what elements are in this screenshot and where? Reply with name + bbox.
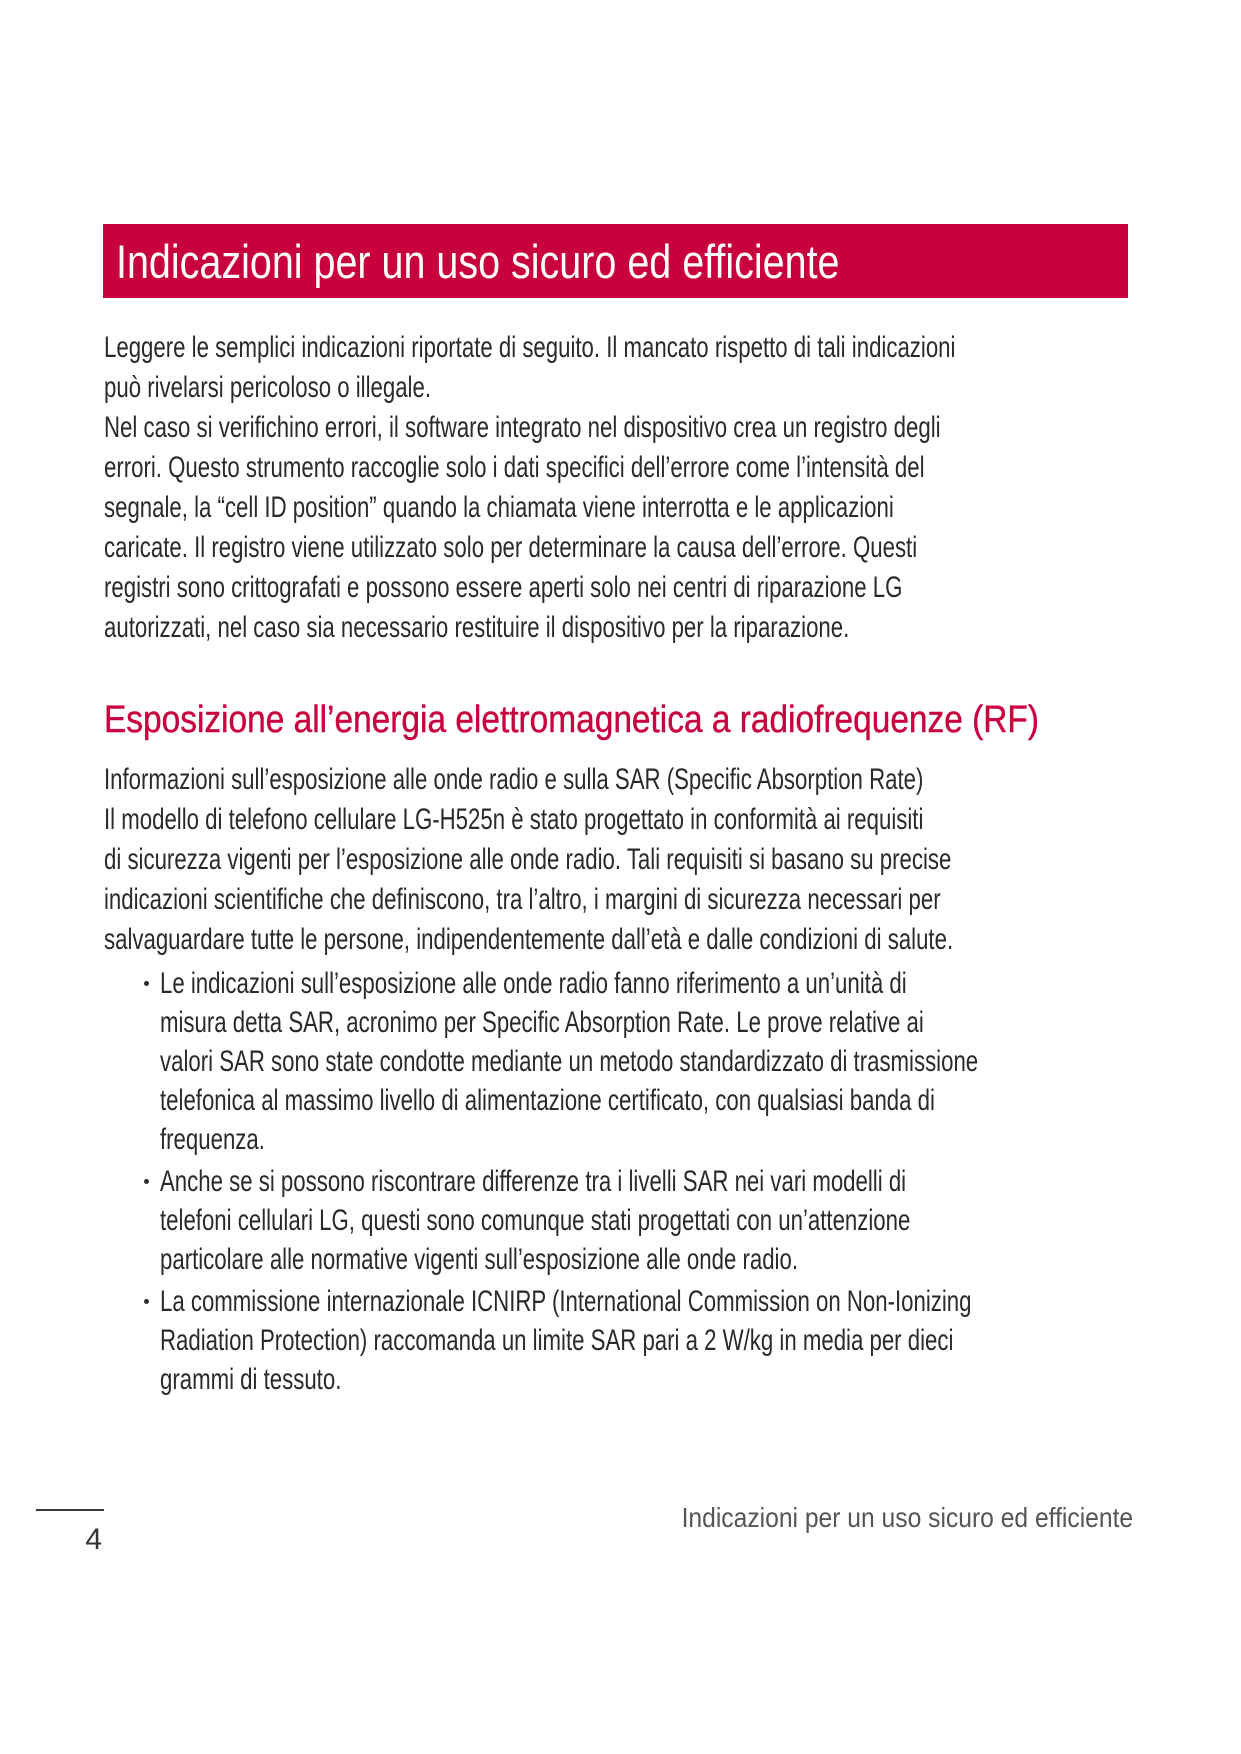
intro-line [104, 328, 1128, 368]
bullet-line [160, 1003, 1128, 1042]
section-line [104, 880, 1128, 920]
bullet-line-text: grammi di tessuto. [160, 1363, 342, 1396]
bullet-item [104, 1162, 1128, 1279]
intro-line [104, 488, 1128, 528]
intro-line [104, 528, 1128, 568]
section-heading-text: Esposizione all’energia elettromagnetica a radiofrequenze (RF) [104, 699, 1039, 741]
intro-paragraph [104, 328, 1128, 648]
bullet-line [160, 1042, 1128, 1081]
bullet-line-text: Anche se si possono riscontrare differenze tra i livelli SAR nei vari modelli di [160, 1165, 907, 1198]
bullet-marker [144, 1179, 149, 1184]
page-title: Indicazioni per un uso sicuro ed efficiente [116, 235, 840, 288]
bullet-line [160, 964, 1128, 1003]
bullet-line-text: Le indicazioni sull’esposizione alle onde radio fanno riferimento a un’unità di [160, 967, 907, 1000]
intro-line-text: può rivelarsi pericoloso o illegale. [104, 371, 432, 404]
bullet-item [104, 1282, 1128, 1399]
bullet-list [104, 964, 1128, 1402]
bullet-line-text: telefoni cellulari LG, questi sono comunque stati progettati con un’attenzione [160, 1204, 911, 1237]
title-banner [103, 224, 1128, 298]
bullet-item [104, 964, 1128, 1159]
bullet-line [160, 1162, 1128, 1201]
intro-line-text: Leggere le semplici indicazioni riportate di seguito. Il mancato rispetto di tali indicazioni [104, 331, 956, 364]
bullet-line-text: valori SAR sono state condotte mediante un metodo standardizzato di trasmissione [160, 1045, 979, 1078]
section-line-text: salvaguardare tutte le persone, indipendentemente dall’età e dalle condizioni di salute. [104, 923, 954, 956]
page-number: 4 [85, 1523, 102, 1556]
bullet-line-text: misura detta SAR, acronimo per Specific Absorption Rate. Le prove relative ai [160, 1006, 924, 1039]
bullet-line-text: particolare alle normative vigenti sull’esposizione alle onde radio. [160, 1243, 798, 1276]
section-line-text: Il modello di telefono cellulare LG-H525n è stato progettato in conformità ai requisiti [104, 803, 924, 836]
intro-line-text: Nel caso si verifichino errori, il software integrato nel dispositivo crea un registro degli [104, 411, 941, 444]
section-line [104, 800, 1128, 840]
bullet-line-text: telefonica al massimo livello di alimentazione certificato, con qualsiasi banda di [160, 1084, 935, 1117]
section-line [104, 760, 1128, 800]
section-heading [104, 697, 1128, 743]
bullet-line-text: La commissione internazionale ICNIRP (International Commission on Non-Ionizing [160, 1285, 972, 1318]
bullet-line [160, 1081, 1128, 1120]
intro-line [104, 568, 1128, 608]
intro-line [104, 608, 1128, 648]
intro-line-text: segnale, la “cell ID position” quando la chiamata viene interrotta e le applicazioni [104, 491, 894, 524]
intro-line-text: errori. Questo strumento raccoglie solo i dati specifici dell’errore come l’intensità del [104, 451, 925, 484]
intro-line [104, 408, 1128, 448]
bullet-line [160, 1240, 1128, 1279]
intro-line [104, 368, 1128, 408]
footer-rule [36, 1509, 104, 1511]
bullet-line [160, 1360, 1128, 1399]
bullet-marker [144, 981, 149, 986]
section-line-text: di sicurezza vigenti per l’esposizione alle onde radio. Tali requisiti si basano su precise [104, 843, 952, 876]
intro-line [104, 448, 1128, 488]
intro-line-text: registri sono crittografati e possono essere aperti solo nei centri di riparazione LG [104, 571, 903, 604]
section-line [104, 920, 1128, 960]
section-line-text: indicazioni scientifiche che definiscono, tra l’altro, i margini di sicurezza necessari per [104, 883, 941, 916]
section-line [104, 840, 1128, 880]
bullet-marker [144, 1299, 149, 1304]
bullet-line [160, 1201, 1128, 1240]
bullet-line [160, 1321, 1128, 1360]
bullet-line-text: frequenza. [160, 1123, 265, 1156]
intro-line-text: autorizzati, nel caso sia necessario restituire il dispositivo per la riparazione. [104, 611, 850, 644]
section-paragraph [104, 760, 1128, 960]
bullet-line [160, 1120, 1128, 1159]
section-line-text: Informazioni sull’esposizione alle onde radio e sulla SAR (Specific Absorption Rate) [104, 763, 924, 796]
bullet-line [160, 1282, 1128, 1321]
running-footer [400, 1498, 1133, 1538]
bullet-line-text: Radiation Protection) raccomanda un limite SAR pari a 2 W/kg in media per dieci [160, 1324, 954, 1357]
running-footer-text: Indicazioni per un uso sicuro ed efficiente [681, 1502, 1133, 1533]
intro-line-text: caricate. Il registro viene utilizzato solo per determinare la causa dell’errore. Questi [104, 531, 918, 564]
